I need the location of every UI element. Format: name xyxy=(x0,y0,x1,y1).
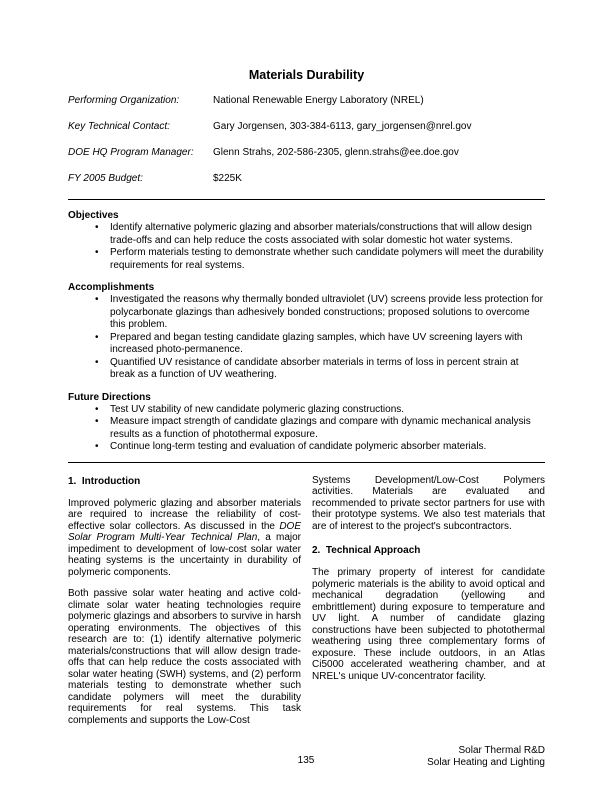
divider-bottom xyxy=(68,462,545,463)
section-accomplishments xyxy=(68,281,545,382)
header-info xyxy=(68,95,545,185)
section-heading-objectives: Objectives xyxy=(68,210,119,221)
info-value: $225K xyxy=(213,173,242,184)
footer-org-line2: Solar Heating and Lighting xyxy=(427,757,545,768)
info-value: Gary Jorgensen, 303-384-6113, gary_jorgensen@nrel.gov xyxy=(213,121,472,132)
bullet-item: • Prepared and began testing candidate glazing samples, which have UV screening layers with increased photo-permanence. xyxy=(110,332,545,357)
info-row-key-technical-contact xyxy=(68,121,545,133)
objectives-list xyxy=(68,222,545,272)
bullet-item: • Investigated the reasons why thermally bonded ultraviolet (UV) screens provide less protection for polycarbonate glazings than adhesively bonded constructions; proposed solutions to overcome this problem. xyxy=(110,294,545,332)
info-label: FY 2005 Budget: xyxy=(68,173,143,184)
footer-org-block xyxy=(427,745,545,769)
info-label: Key Technical Contact: xyxy=(68,121,170,132)
info-row-performing-organization xyxy=(68,95,545,107)
column-left xyxy=(68,475,301,737)
info-row-fy-2005-budget xyxy=(68,173,545,185)
bullet-item: • Quantified UV resistance of candidate absorber materials in terms of loss in percent strain at break as a function of UV weathering. xyxy=(110,357,545,382)
bullet-item: • Measure impact strength of candidate glazings and compare with dynamic mechanical analysis results as a function of photothermal exposure. xyxy=(110,416,545,441)
info-label: Performing Organization: xyxy=(68,95,180,106)
heading-introduction: 1. Introduction xyxy=(68,475,141,487)
info-value: Glenn Strahs, 202-586-2305, glenn.strahs@ee.doe.gov xyxy=(213,147,459,158)
intro-text: , a major impediment to development of low-cost solar water heating systems is the uncertainty in durability of polymeric components. xyxy=(68,532,301,578)
bullet-item: • Continue long-term testing and evaluation of candidate polymeric absorber materials. xyxy=(110,441,545,454)
paragraph-technical-approach: The primary property of interest for candidate polymeric materials is the ability to avoid optical and mechanical degradation (yellowing and embrittlement) during exposure to temperature and UV light. A number of candidate glazing constructions have been subjected to photothermal weathering using three complementary forms of exposure. These include outdoors, in an Atlas Ci5000 accelerated weathering chamber, and at NREL's unique UV-concentrator facility. xyxy=(312,567,545,682)
bullet-item: • Identify alternative polymeric glazing and absorber materials/constructions that will allow design trade-offs and can help reduce the costs associated with solar domestic hot water systems. xyxy=(110,222,545,247)
accomplishments-list xyxy=(68,294,545,382)
page-title: Materials Durability xyxy=(248,68,365,82)
paragraph-intro-1 xyxy=(68,498,301,579)
bullet-item: • Perform materials testing to demonstrate whether such candidate polymers will meet the durability requirements for real systems. xyxy=(110,247,545,272)
section-future-directions xyxy=(68,391,545,454)
paragraph-intro-continued: Systems Development/Low-Cost Polymers activities. Materials are evaluated and recommended to private sector partners for use with their prototype systems. We also test materials that are of interest to the project's subcontractors. xyxy=(312,474,545,532)
heading-technical-approach: 2. Technical Approach xyxy=(312,545,421,556)
info-label: DOE HQ Program Manager: xyxy=(68,147,194,158)
divider-top xyxy=(68,199,545,200)
column-right xyxy=(312,475,545,737)
future-directions-list xyxy=(68,404,545,454)
info-value: National Renewable Energy Laboratory (NREL) xyxy=(213,95,424,106)
section-heading-accomplishments: Accomplishments xyxy=(68,282,155,293)
paragraph-intro-2: Both passive solar water heating and active cold-climate solar water heating technologies require polymeric glazings and absorbers to survive in harsh operating environments. The objectives of this research are to: (1) identify alternative polymeric materials/constructions that will allow design trade-offs that can help reduce the costs associated with solar water heating (SWH) systems, and (2) perform materials testing to demonstrate whether such candidate polymers will meet the durability requirements for real systems. This task complements and supports the Low-Cost xyxy=(68,588,301,726)
info-row-doe-hq-program-manager xyxy=(68,147,545,159)
page-number: 135 xyxy=(297,755,315,766)
report-title-italic: DOE Solar Program Multi-Year Technical Plan xyxy=(68,520,301,543)
bullet-item: • Test UV stability of new candidate polymeric glazing constructions. xyxy=(110,404,545,417)
intro-text: Improved polymeric glazing and absorber materials are required to increase the reliability of cost-effective solar collectors. As discussed in the xyxy=(68,497,301,532)
footer-org-line1: Solar Thermal R&D xyxy=(458,745,545,756)
section-objectives xyxy=(68,209,545,272)
two-column-body xyxy=(68,475,545,737)
section-heading-future-directions: Future Directions xyxy=(68,391,151,403)
